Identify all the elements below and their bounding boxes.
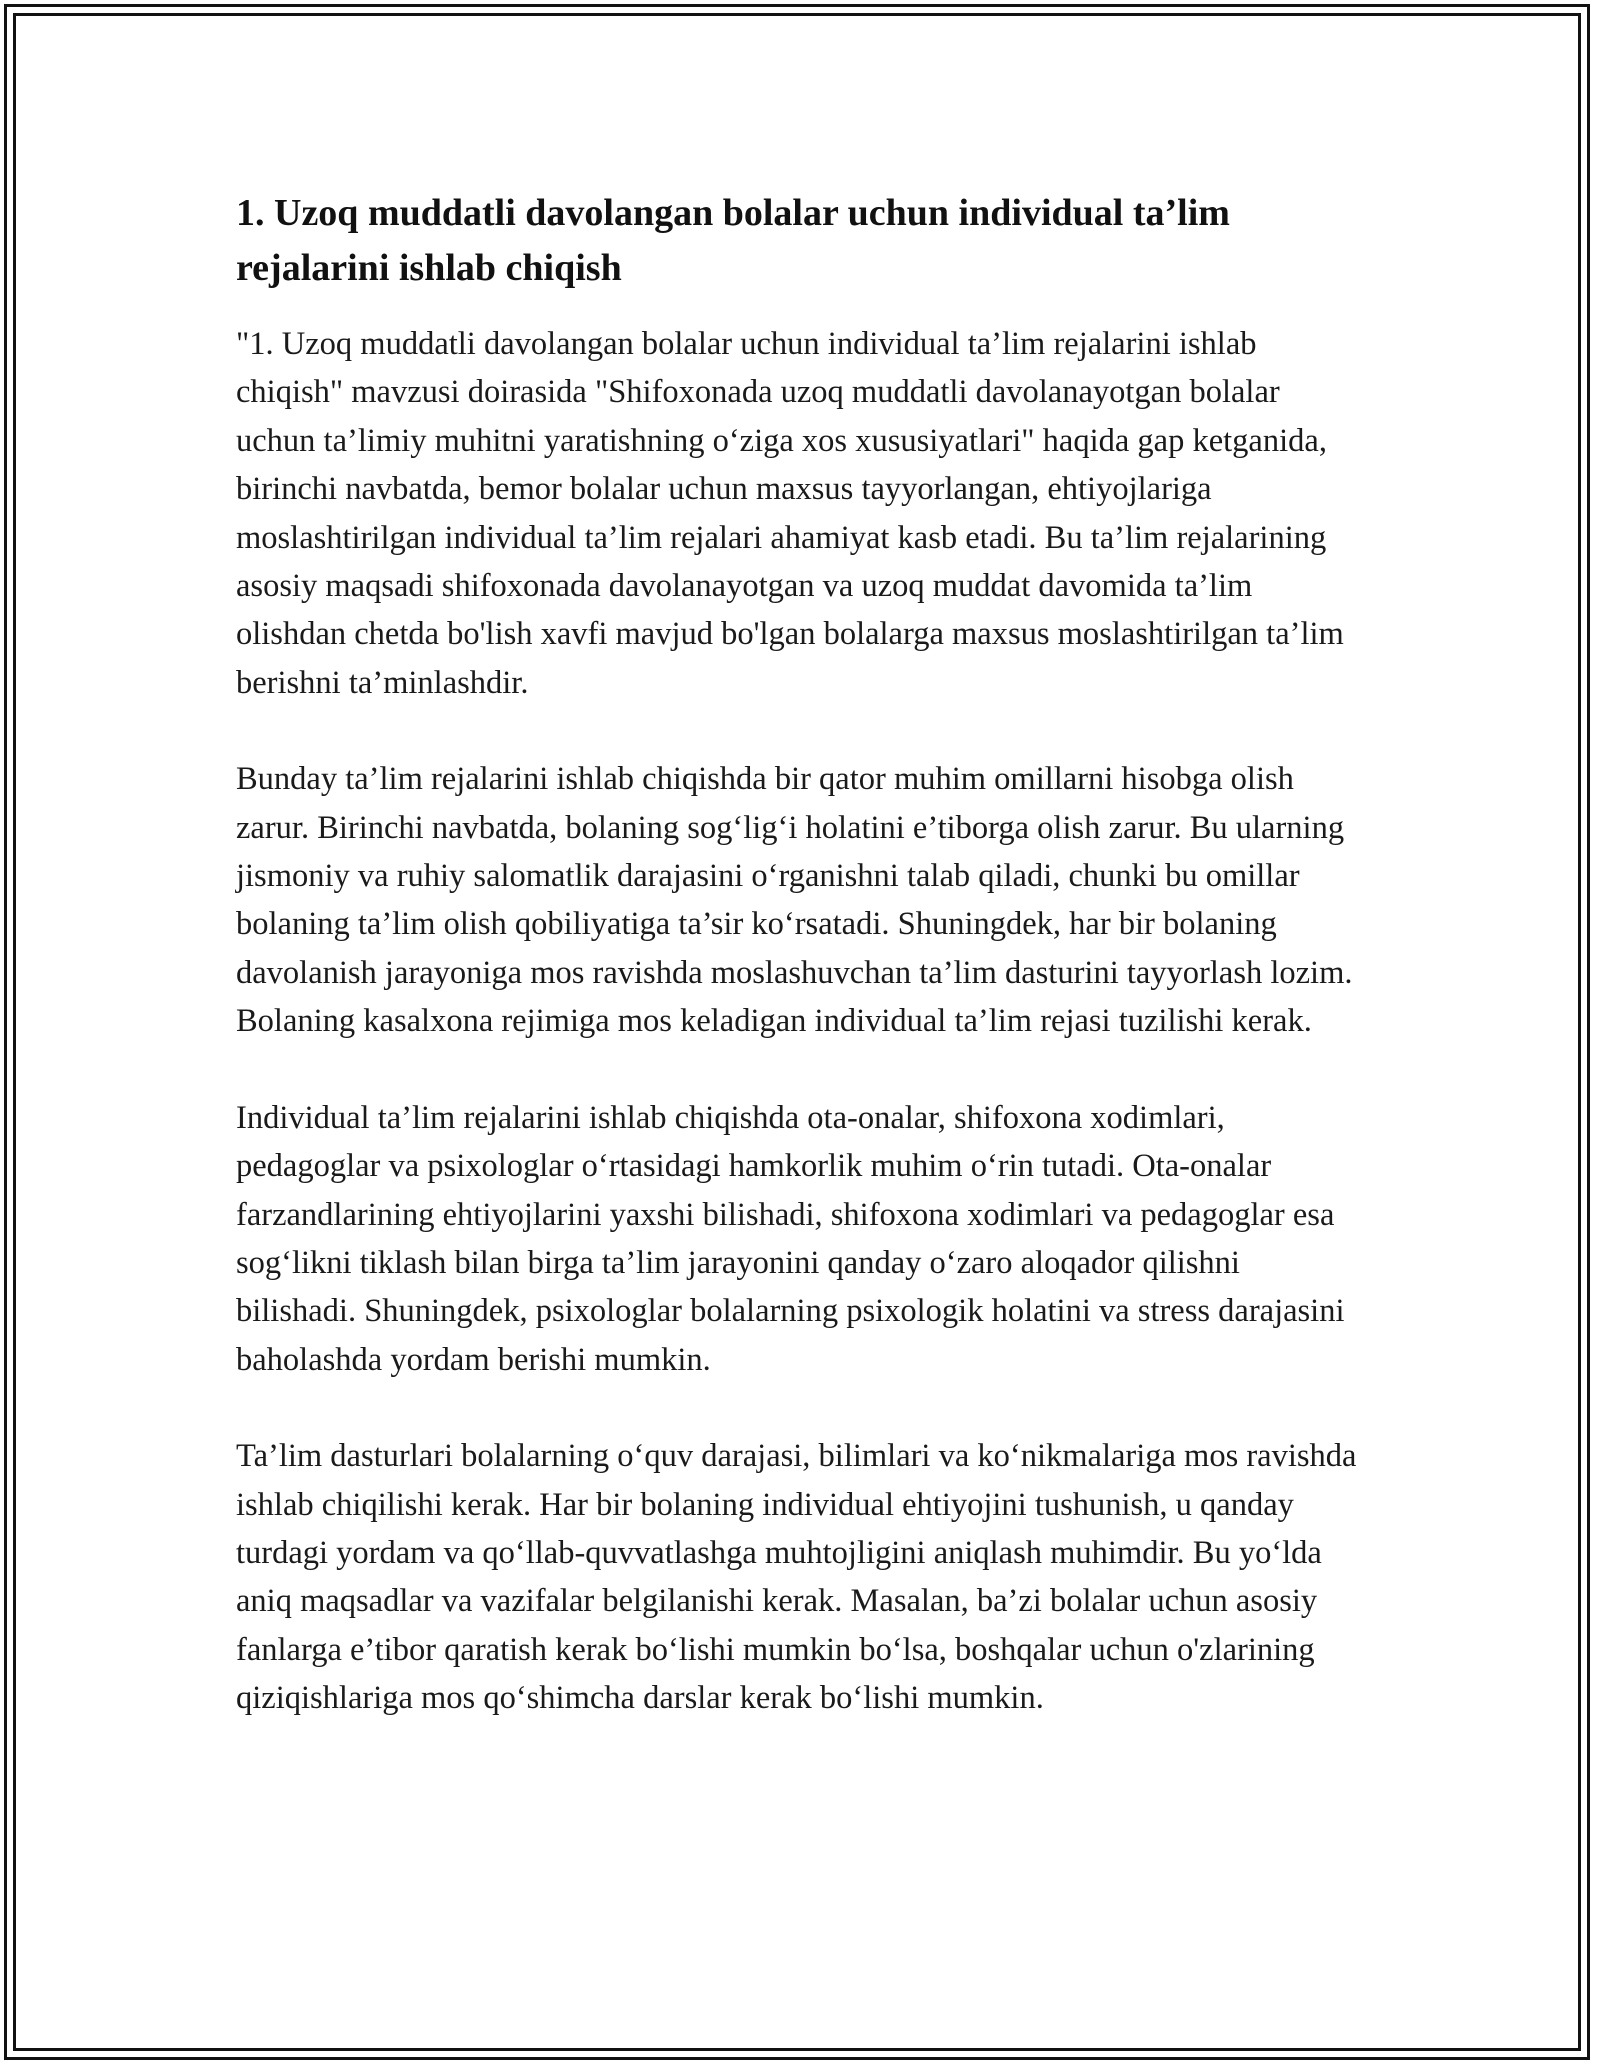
paragraph-1: "1. Uzoq muddatli davolangan bolalar uchun individual ta’lim rejalarini ishlab chiqish" mavzusi doirasida "Shifoxonada uzoq muddatli davolanayotgan bolalar uchun ta’limiy muhitni yaratishning o‘ziga xos xususiyatlari" haqida gap ketganida, birinchi navbatda, bemor bolalar uchun maxsus tayyorlangan, ehtiyojlariga moslashtirilgan individual ta’lim rejalari ahamiyat kasb etadi. Bu ta’lim rejalarining asosiy maqsadi shifoxonada davolanayotgan va uzoq muddat davomida ta’lim olishdan chetda bo'lish xavfi mavjud bo'lgan bolalarga maxsus moslashtirilgan ta’lim berishni ta’minlashdir. <box>236 326 1344 701</box>
document-body <box>236 186 1364 1771</box>
paragraph-4: Ta’lim dasturlari bolalarning o‘quv darajasi, bilimlari va ko‘nikmalariga mos ravishda ishlab chiqilishi kerak. Har bir bolaning individual ehtiyojini tushunish, u qanday turdagi yordam va qo‘llab-quvvatlashga muhtojligini aniqlash muhimdir. Bu yo‘lda aniq maqsadlar va vazifalar belgilanishi kerak. Masalan, ba’zi bolalar uchun asosiy fanlarga e’tibor qaratish kerak bo‘lishi mumkin bo‘lsa, boshqalar uchun o'zlarining qiziqishlariga mos qo‘shimcha darslar kerak bo‘lishi mumkin. <box>236 1438 1357 1717</box>
document-title: 1. Uzoq muddatli davolangan bolalar uchun individual ta’lim rejalarini ishlab chiqish <box>236 192 1230 289</box>
paragraph-2: Bunday ta’lim rejalarini ishlab chiqishda bir qator muhim omillarni hisobga olish zarur. Birinchi navbatda, bolaning sog‘lig‘i holatini e’tiborga olish zarur. Bu ularning jismoniy va ruhiy salomatlik darajasini o‘rganishni talab qiladi, chunki bu omillar bolaning ta’lim olish qobiliyatiga ta’sir ko‘rsatadi. Shuningdek, har bir bolaning davolanish jarayoniga mos ravishda moslashuvchan ta’lim dasturini tayyorlash lozim. Bolaning kasalxona rejimiga mos keladigan individual ta’lim rejasi tuzilishi kerak. <box>236 761 1353 1040</box>
paragraph-3: Individual ta’lim rejalarini ishlab chiqishda ota-onalar, shifoxona xodimlari, pedagoglar va psixologlar o‘rtasidagi hamkorlik muhim o‘rin tutadi. Ota-onalar farzandlarining ehtiyojlarini yaxshi bilishadi, shifoxona xodimlari va pedagoglar esa sog‘likni tiklash bilan birga ta’lim jarayonini qanday o‘zaro aloqador qilishni bilishadi. Shuningdek, psixologlar bolalarning psixologik holatini va stress darajasini baholashda yordam berishi mumkin. <box>236 1099 1345 1378</box>
